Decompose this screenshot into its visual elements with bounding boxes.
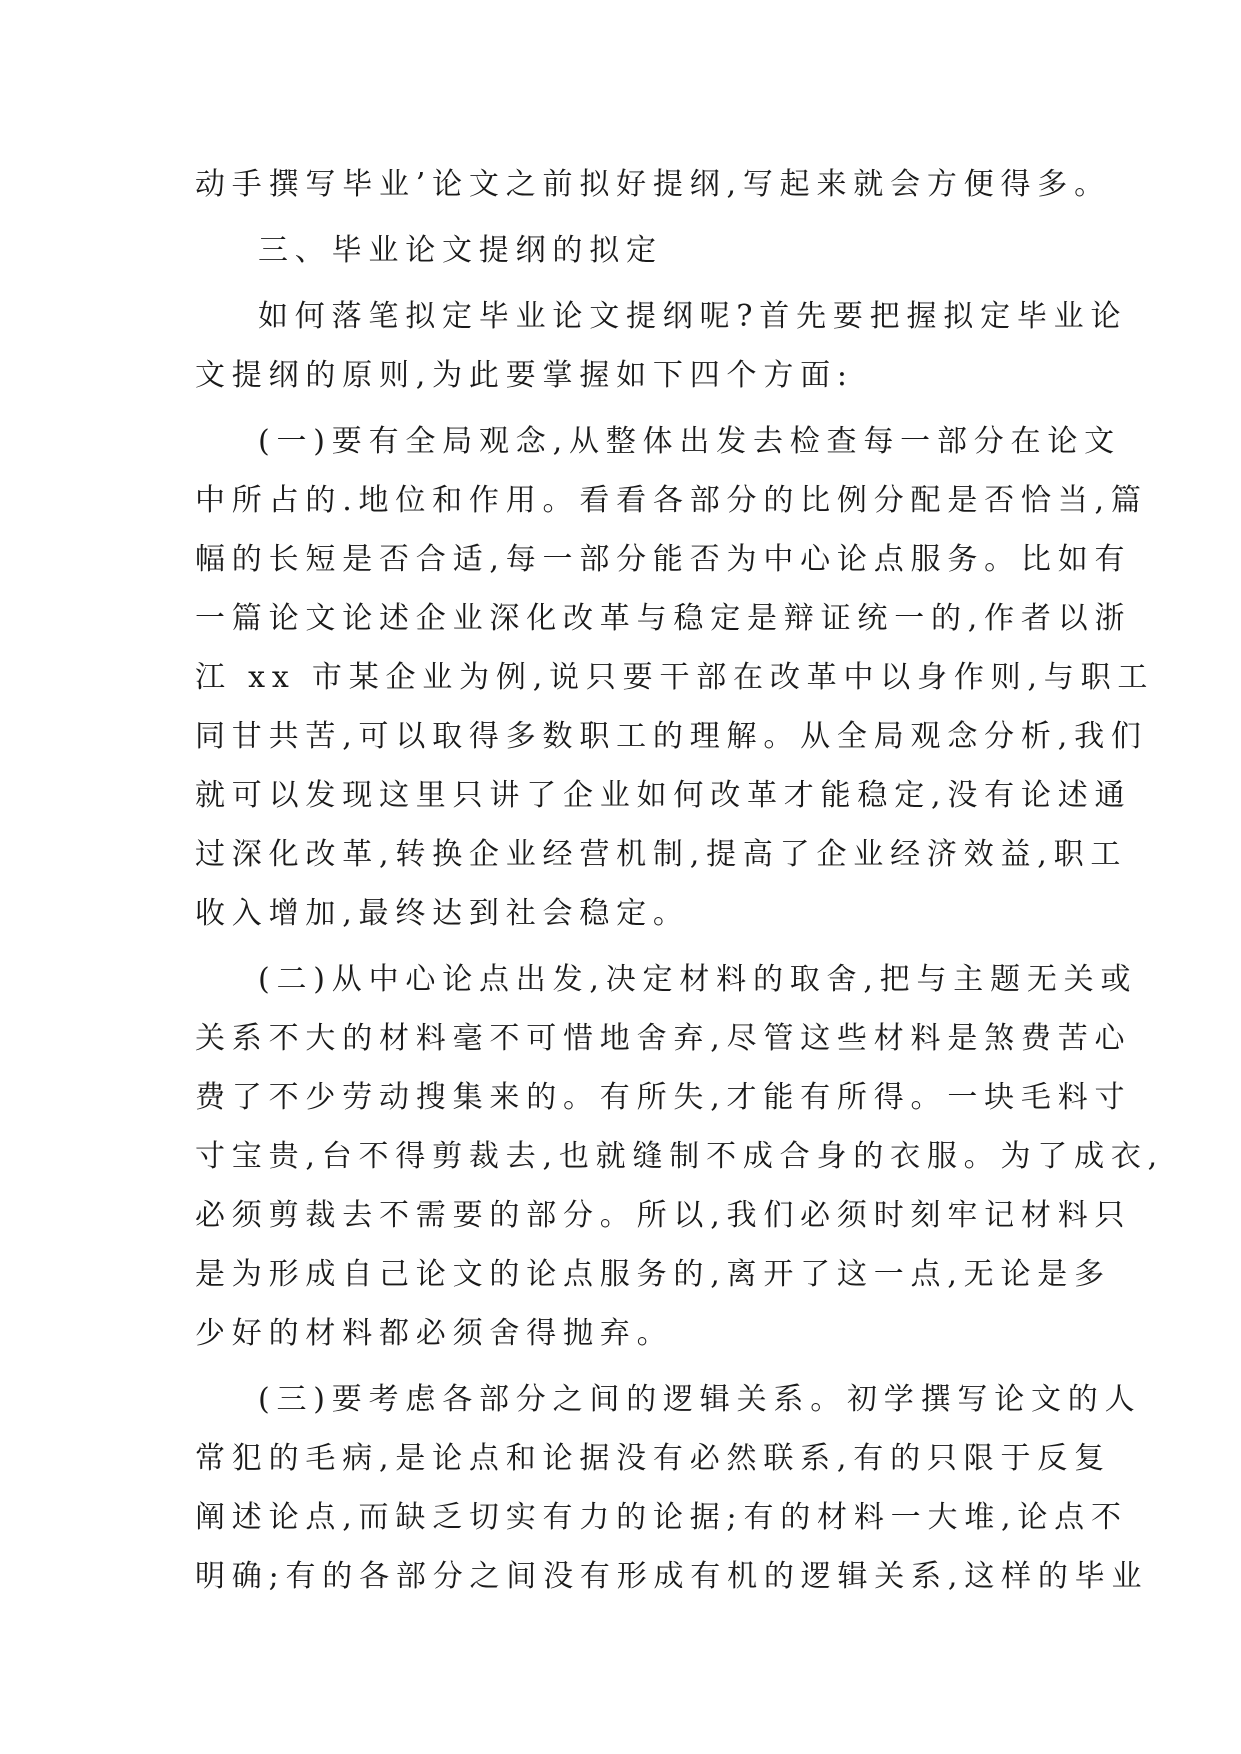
text-line: 寸宝贵,台不得剪裁去,也就缝制不成合身的衣服。为了成衣,: [195, 1139, 1165, 1174]
text-line: 文提纲的原则,为此要掌握如下四个方面:: [195, 358, 854, 393]
text-line: 是为形成自己论文的论点服务的,离开了这一点,无论是多: [195, 1257, 1111, 1292]
text-line: 少好的材料都必须舍得抛弃。: [195, 1316, 674, 1351]
text-line: 江 xx 市某企业为例,说只要干部在改革中以身作则,与职工: [195, 660, 1155, 695]
text-line: 必须剪裁去不需要的部分。所以,我们必须时刻牢记材料只: [195, 1198, 1132, 1233]
text-line: 就可以发现这里只讲了企业如何改革才能稳定,没有论述通: [195, 778, 1132, 813]
text-line: (一)要有全局观念,从整体出发去检查每一部分在论文: [258, 424, 1121, 459]
text-line: 三、毕业论文提纲的拟定: [258, 233, 663, 268]
text-line: 阐述论点,而缺乏切实有力的论据;有的材料一大堆,论点不: [195, 1500, 1128, 1535]
text-line: 常犯的毛病,是论点和论据没有必然联系,有的只限于反复: [195, 1441, 1111, 1476]
text-line: 中所占的.地位和作用。看看各部分的比例分配是否恰当,篇: [195, 483, 1148, 518]
text-line: 同甘共苦,可以取得多数职工的理解。从全局观念分析,我们: [195, 719, 1148, 754]
text-line: 收入增加,最终达到社会稳定。: [195, 896, 690, 931]
text-line: (二)从中心论点出发,决定材料的取舍,把与主题无关或: [258, 962, 1138, 997]
text-line: (三)要考虑各部分之间的逻辑关系。初学撰写论文的人: [258, 1382, 1142, 1417]
text-line: 费了不少劳动搜集来的。有所失,才能有所得。一块毛料寸: [195, 1080, 1132, 1115]
text-line: 明确;有的各部分之间没有形成有机的逻辑关系,这样的毕业: [195, 1559, 1149, 1594]
document-body: [195, 155, 1165, 1606]
text-line: 动手撰写毕业’论文之前拟好提纲,写起来就会方便得多。: [195, 167, 1111, 202]
text-line: 一篇论文论述企业深化改革与稳定是辩证统一的,作者以浙: [195, 601, 1132, 636]
text-line: 幅的长短是否合适,每一部分能否为中心论点服务。比如有: [195, 542, 1132, 577]
text-line: 如何落笔拟定毕业论文提纲呢?首先要把握拟定毕业论: [258, 299, 1128, 334]
text-line: 过深化改革,转换企业经营机制,提高了企业经济效益,职工: [195, 837, 1128, 872]
text-line: 关系不大的材料毫不可惜地舍弃,尽管这些材料是煞费苦心: [195, 1021, 1132, 1056]
